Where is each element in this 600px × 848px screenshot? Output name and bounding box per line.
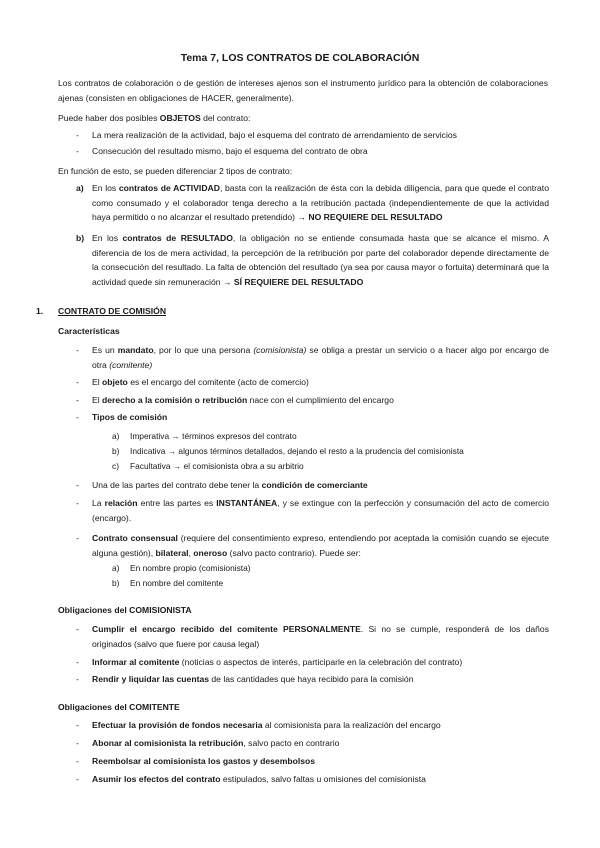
- list-dash: -: [76, 345, 79, 355]
- contrato-actividad-paragraph: En los contratos de ACTIVIDAD, basta con la realización de ésta con la debida diligencia, para que quede el contrato como consumado y el colaborador tenga derecho a la retribución pactada (independientemente de que la actividad haya permitido o no alcanzar el resultado pretendido) → NO REQUIERE DEL RESULTADO: [92, 183, 549, 222]
- nombre-marker: b): [112, 578, 120, 588]
- oblig-comitente-heading: Obligaciones del COMITENTE: [58, 702, 180, 712]
- list-dash: -: [76, 480, 79, 490]
- tipo-comision-item: Imperativa → términos expresos del contrato: [130, 431, 297, 441]
- oblig-comitente-2: Abonar al comisionista la retribución, salvo pacto en contrario: [92, 738, 340, 748]
- page-title: Tema 7, LOS CONTRATOS DE COLABORACIÓN: [180, 52, 420, 64]
- tipo-marker: c): [112, 461, 119, 471]
- contrato-resultado-paragraph: En los contratos de RESULTADO, la obligación no se entiende consumada hasta que se alcance el mismo. A diferencia de los de mera actividad, la percepción de la retribución por parte del colaborador depende directamente de la consecución del resultado. La falta de obtención del resultado (ya sea por causa mayor o fortuita) determinará que la actividad quede sin remuneración → SÍ REQUIERE DEL RESULTADO: [92, 233, 549, 287]
- list-dash: -: [76, 377, 79, 387]
- objetos-lead: Puede haber dos posibles OBJETOS del contrato:: [58, 113, 251, 123]
- list-dash: -: [76, 130, 79, 140]
- list-dash: -: [76, 412, 79, 422]
- tipos-contrato-lead: En función de esto, se pueden diferenciar 2 tipos de contrato:: [58, 166, 293, 176]
- list-dash: -: [76, 774, 79, 784]
- oblig-comisionista-1: Cumplir el encargo recibido del comitente PERSONALMENTE. Si no se cumple, responderá de los daños originados (salvo que fuere por causa legal): [92, 624, 549, 649]
- tipo-comision-item: Indicativa → algunos términos detallados, dejando el resto a la prudencia del comisionista: [130, 446, 464, 456]
- tipo-marker: a): [112, 431, 120, 441]
- list-dash: -: [76, 756, 79, 766]
- item-marker-a: a): [76, 183, 84, 193]
- oblig-comitente-3: Reembolsar al comisionista los gastos y desembolsos: [92, 756, 316, 766]
- caracteristicas-heading: Características: [58, 326, 120, 336]
- intro-paragraph: Los contratos de colaboración o de gestión de intereses ajenos son el instrumento jurídico para la obtención de colaboraciones ajenas (consisten en obligaciones de HACER, generalmente).: [58, 78, 548, 103]
- oblig-comisionista-3: Rendir y liquidar las cuentas de las cantidades que haya recibido para la comisión: [92, 674, 414, 684]
- oblig-comitente-4: Asumir los efectos del contrato estipulados, salvo faltas u omisiones del comisionista: [92, 774, 426, 784]
- caracteristica-consensual: Contrato consensual (requiere del consentimiento expreso, entendiendo por aceptada la comisión cuando se ejecute alguna gestión), bilateral, oneroso (salvo pacto contrario). Puede ser:: [92, 533, 549, 558]
- list-dash: -: [76, 738, 79, 748]
- list-dash: -: [76, 624, 79, 634]
- list-dash: -: [76, 657, 79, 667]
- nombre-item: En nombre del comitente: [130, 578, 224, 588]
- nombre-item: En nombre propio (comisionista): [130, 563, 251, 573]
- nombre-marker: a): [112, 563, 120, 573]
- list-dash: -: [76, 533, 79, 543]
- objetos-item-1: La mera realización de la actividad, bajo el esquema del contrato de arrendamiento de servicios: [92, 130, 457, 140]
- oblig-comisionista-heading: Obligaciones del COMISIONISTA: [58, 605, 192, 615]
- oblig-comisionista-2: Informar al comitente (noticias o aspectos de interés, participarle en la celebración del contrato): [92, 657, 463, 667]
- oblig-comitente-1: Efectuar la provisión de fondos necesaria al comisionista para la realización del encargo: [92, 720, 441, 730]
- item-marker-b: b): [76, 233, 85, 243]
- list-dash: -: [76, 720, 79, 730]
- caracteristica-derecho: El derecho a la comisión o retribución nace con el cumplimiento del encargo: [92, 395, 394, 405]
- list-dash: -: [76, 498, 79, 508]
- tipo-comision-item: Facultativa → el comisionista obra a su arbitrio: [130, 461, 304, 471]
- caracteristica-mandato: Es un mandato, por lo que una persona (comisionista) se obliga a prestar un servicio o a hacer algo por encargo de otra (comitente): [92, 345, 549, 370]
- section-number: 1.: [36, 306, 44, 316]
- list-dash: -: [76, 395, 79, 405]
- tipo-marker: b): [112, 446, 120, 456]
- section-heading: CONTRATO DE COMISIÓN: [58, 306, 167, 316]
- tipos-comision-heading: Tipos de comisión: [92, 412, 168, 422]
- caracteristica-objeto: El objeto es el encargo del comitente (acto de comercio): [92, 377, 309, 387]
- caracteristica-comerciante: Una de las partes del contrato debe tener la condición de comerciante: [92, 480, 368, 490]
- objetos-item-2: Consecución del resultado mismo, bajo el esquema del contrato de obra: [92, 146, 368, 156]
- list-dash: -: [76, 146, 79, 156]
- caracteristica-relacion: La relación entre las partes es INSTANTÁNEA, y se extingue con la perfección y consumación del acto de comercio (encargo).: [92, 498, 549, 523]
- list-dash: -: [76, 674, 79, 684]
